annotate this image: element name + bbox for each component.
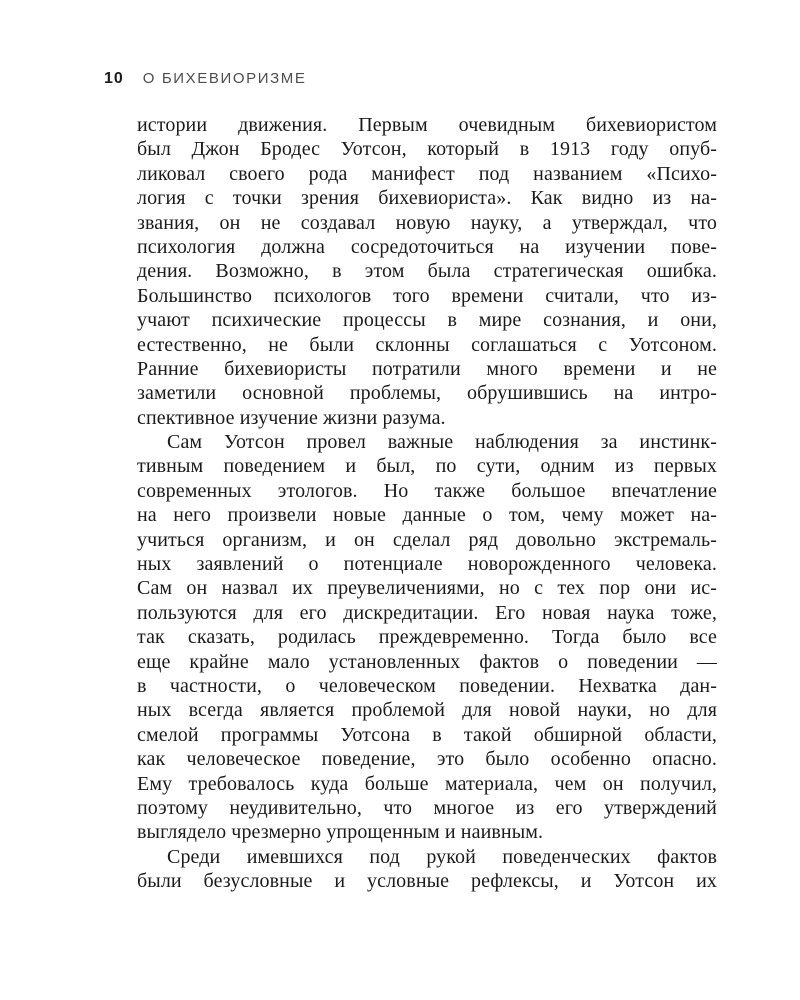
- text-line: ных всегда является проблемой для новой науки, но для: [137, 699, 717, 722]
- text-line: поэтому неудивительно, что многое из его утверждений: [137, 796, 717, 819]
- text-line: пользуются для его дискредитации. Его новая наука тоже,: [137, 601, 717, 624]
- text-line: тивным поведением и был, по сути, одним из первых: [137, 455, 717, 478]
- text-line: на него произвели новые данные о том, чему может на-: [137, 504, 717, 527]
- text-line: логия с точки зрения бихевиориста». Как видно из на-: [137, 187, 717, 210]
- paragraph: [137, 430, 717, 845]
- body-text: [137, 113, 717, 894]
- page-header: [104, 70, 306, 88]
- text-line: истории движения. Первым очевидным бихевиористом: [137, 114, 717, 136]
- text-line: был Джон Бродес Уотсон, который в 1913 году опуб-: [137, 138, 717, 161]
- text-line: выглядело чрезмерно упрощенным и наивным.: [137, 821, 544, 844]
- paragraph: [137, 113, 717, 430]
- text-line: как человеческое поведение, это было особенно опасно.: [137, 748, 717, 771]
- text-line: Сам он назвал их преувеличениями, но с тех пор они ис-: [137, 577, 717, 600]
- text-line: современных этологов. Но также большое впечатление: [137, 479, 717, 502]
- text-line: Среди имевшихся под рукой поведенческих фактов: [167, 845, 717, 868]
- text-line: заметили основной проблемы, обрушившись на интро-: [137, 382, 717, 405]
- text-line: еще крайне мало установленных фактов о поведении —: [137, 650, 717, 673]
- text-line: естественно, не были склонны соглашаться с Уотсоном.: [137, 333, 717, 356]
- text-line: звания, он не создавал новую науку, а утверждал, что: [137, 211, 717, 234]
- text-line: так сказать, родилась преждевременно. Тогда было все: [137, 626, 717, 649]
- text-line: были безусловные и условные рефлексы, и Уотсон их: [137, 870, 717, 893]
- page-number: 10: [104, 70, 124, 87]
- text-line: Ему требовалось куда больше материала, чем он получил,: [137, 772, 717, 795]
- text-line: ликовал своего рода манифест под названием «Психо-: [137, 162, 717, 185]
- text-line: Сам Уотсон провел важные наблюдения за инстинк-: [167, 431, 717, 454]
- text-line: дения. Возможно, в этом была стратегическая ошибка.: [137, 260, 717, 283]
- text-line: учают психические процессы в мире сознания, и они,: [137, 309, 717, 332]
- text-line: Большинство психологов того времени считали, что из-: [137, 284, 717, 307]
- text-line: спективное изучение жизни разума.: [137, 406, 446, 429]
- text-line: ных заявлений о потенциале новорожденного человека.: [137, 553, 717, 576]
- text-line: Ранние бихевиористы потратили много времени и не: [137, 357, 717, 380]
- text-line: смелой программы Уотсона в такой обширной области,: [137, 723, 717, 746]
- paragraph: [137, 845, 717, 894]
- text-line: в частности, о человеческом поведении. Нехватка дан-: [137, 674, 717, 697]
- text-line: учиться организм, и он сделал ряд довольно экстремаль-: [137, 528, 717, 551]
- text-line: психология должна сосредоточиться на изучении пове-: [137, 235, 717, 258]
- running-head: О БИХЕВИОРИЗМЕ: [142, 70, 307, 87]
